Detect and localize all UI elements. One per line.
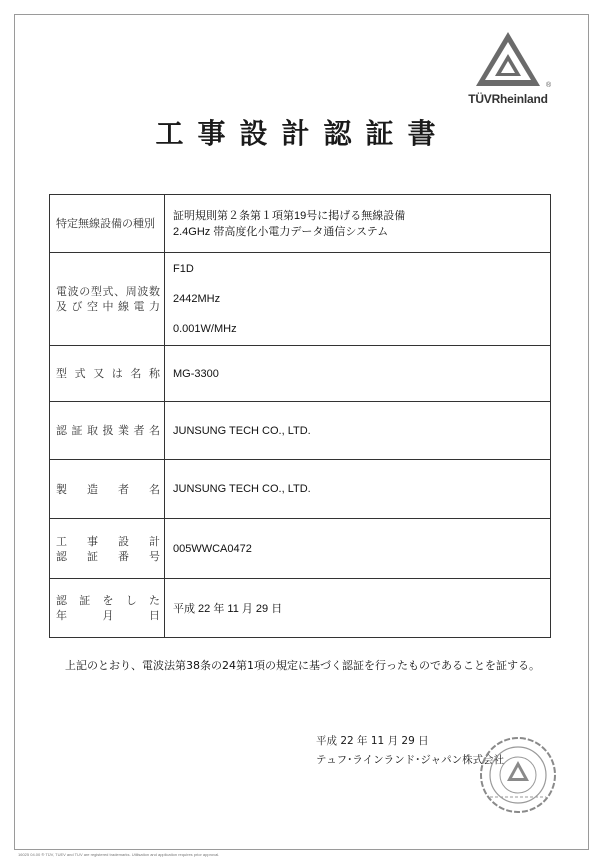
value-line: F1D: [173, 263, 194, 275]
label-text: 年月日: [56, 609, 160, 622]
company-seal-icon: [478, 735, 558, 815]
tuv-logo: [458, 30, 558, 110]
table-row: [50, 460, 551, 519]
value-line: 証明規則第２条第１項第19号に掲げる無線設備: [173, 209, 406, 222]
row-label: [50, 579, 165, 638]
row-value: JUNSUNG TECH CO., LTD.: [165, 460, 551, 519]
label-text: 製造者名: [56, 482, 160, 496]
label-text: 認証取扱業者名: [56, 424, 160, 437]
label-text: 認証番号: [56, 549, 160, 563]
table-row: [50, 195, 551, 253]
row-value: MG-3300: [165, 346, 551, 402]
table-row: [50, 253, 551, 346]
row-value: JUNSUNG TECH CO., LTD.: [165, 402, 551, 460]
label-text: 工事設計: [56, 534, 160, 548]
value-line: 2442MHz: [173, 293, 221, 305]
label-text: 及び空中線電力: [56, 300, 160, 313]
footer-note: 16025 04.00 ® TÜV, TUEV and TUV are registered trademarks. Utilisation and application requires prior approval.: [18, 852, 220, 857]
label-text: 特定無線設備の種別: [56, 217, 155, 230]
row-label: [50, 460, 165, 519]
row-value: [165, 195, 551, 253]
label-text: 型式又は名称: [56, 367, 160, 380]
value-line: 0.001W/MHz: [173, 323, 237, 335]
table-row: [50, 579, 551, 638]
company-name: テュフ･ラインランド･ジャパン株式会社: [316, 754, 505, 766]
issue-date: 平成 22 年 11 月 29 日: [316, 735, 429, 747]
label-text: 認証をした: [56, 594, 160, 607]
table-row: [50, 519, 551, 579]
certificate-table: [49, 194, 551, 638]
row-label: [50, 195, 165, 253]
row-label: [50, 346, 165, 402]
label-text: 電波の型式、周波数: [56, 285, 160, 298]
table-row: [50, 402, 551, 460]
page-title: 工事設計認証書: [155, 117, 450, 150]
row-value: [165, 253, 551, 346]
row-label: [50, 402, 165, 460]
tuv-triangle-icon: [474, 30, 542, 88]
certification-statement: 上記のとおり、電波法第38条の24第1項の規定に基づく認証を行ったものであることを証する。: [65, 659, 540, 672]
registered-mark: ®: [546, 82, 552, 89]
row-value: 平成 22 年 11 月 29 日: [165, 579, 551, 638]
row-label: [50, 519, 165, 579]
row-label: [50, 253, 165, 346]
logo-text: TÜVRheinland: [468, 92, 548, 106]
row-value: 005WWCA0472: [165, 519, 551, 579]
table-row: [50, 346, 551, 402]
value-line: 2.4GHz 帯高度化小電力データ通信システム: [173, 225, 389, 238]
